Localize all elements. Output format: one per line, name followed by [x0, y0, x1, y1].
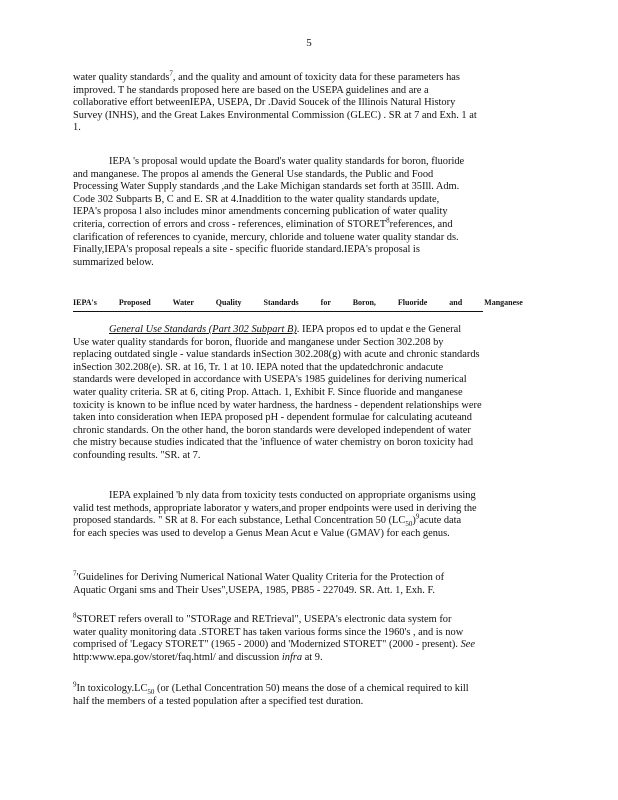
text-line: General Use Standards (Part 302 Subpart B). IEPA propos ed to updat e the General — [109, 324, 462, 335]
footnote-8 — [73, 611, 538, 664]
footnote-ref-7: 7 — [169, 69, 173, 78]
text-line: toxicity is known to be influe nced by water hardness, the hardness - dependent relationships were — [73, 399, 482, 411]
text-line: for each species was used to develop a Genus Mean Acut e Value (GMAV) for each genus. — [73, 527, 450, 539]
text-line: Code 302 Subparts B, C and E. SR at 4.Inaddition to the water quality standards update, — [73, 193, 440, 205]
footnote-ref-8: 8 — [386, 216, 390, 225]
text-line: Finally,IEPA's proposal repeals a site - specific fluoride standard.IEPA's proposal is — [73, 244, 420, 256]
text-line: taken into consideration when IEPA proposed pH - dependent formulae for calculating acuteand — [73, 412, 472, 424]
paragraph-iepa-explained — [73, 490, 538, 540]
text-line: $^7$'Guidelines for Deriving Numerical National Water Quality Criteria for the Protection of — [73, 569, 445, 583]
text-line: $^8$STORET refers overall to "STORage and RETrieval", USEPA's electronic data system for — [73, 611, 452, 625]
text-line: proposed standards. " SR at 8. For each substance, Lethal Concentration 50 $(LC_{50})^9acute$ data — [73, 512, 462, 529]
text-line: IEPA 's proposal would update the Board's water quality standards for boron, fluoride — [109, 156, 465, 167]
text-line: confounding results. "SR. at 7. — [73, 449, 201, 461]
text-line: Use water quality standards for boron, fluoride and manganese under Section 302.208 by — [73, 336, 444, 348]
subsection-heading: General Use Standards (Part 302 Subpart B) — [109, 324, 297, 335]
text-line: valid test methods, appropriate laborator y waters,and proper endpoints were used in deriving the — [73, 502, 477, 514]
text-line: clarification of references to cyanide, mercury, chloride and toluene water quality standar ds. — [73, 231, 459, 243]
infra-word: infra — [281, 651, 303, 663]
text-line: chronic standards. On the other hand, the boron standards were developed independent of water — [73, 424, 471, 436]
text-line: replacing outdated single - value standards inSection 302.208(g) with acute and chronic standards — [73, 349, 480, 361]
text-line: and manganese. The propos al amends the General Use standards, the Public and Food — [73, 168, 434, 180]
text-line: Processing Water Supply standards ,and the Lake Michigan standards set forth at 35Ill. Adm. — [73, 181, 460, 193]
text-line: IEPA explained 'b nly data from toxicity tests conducted on appropriate organisms using — [109, 490, 476, 501]
text-line: http:www.epa.gov/storet/faq.html/ and discussion infra at 9. — [73, 651, 323, 663]
text-line: 1. — [73, 122, 81, 134]
text-line: IEPA's proposa l also includes minor amendments concerning publication of water quality — [73, 206, 448, 218]
text-line: comprised of 'Legacy STORET" (1965 - 2000) and 'Modernized STORET" (2000 - present). See — [73, 639, 475, 651]
text-line: Survey (INHS), and the Great Lakes Environmental Commission (GLEC) . SR at 7 and Exh. 1 at — [73, 109, 477, 121]
text-line: water quality monitoring data .STORET has taken various forms since the 1960's , and is now — [73, 626, 464, 638]
lc50-subscript: 50 — [147, 688, 155, 697]
paragraph-general-use-standards — [73, 324, 538, 463]
see-word: See — [460, 639, 475, 651]
page-number: 5 — [306, 37, 312, 49]
text-line: summarized below. — [73, 256, 154, 268]
lc50-subscript: 50 — [405, 520, 413, 529]
text-line: collaborative effort betweenIEPA, USEPA, Dr .David Soucek of the Illinois Natural History — [73, 97, 456, 109]
text-line: che mistry because studies indicated that the 'influence of water chemistry on boron toxicity had — [73, 437, 474, 449]
section-heading: IEPA's Proposed Water Quality Standards for Boron, Fluoride and Manganese — [73, 297, 483, 312]
text-line: criteria, correction of errors and cross - references, elimination of STORET$^8$references, and — [73, 216, 453, 230]
footnote-9 — [73, 680, 538, 708]
text-line: half the members of a tested population after a specified test duration. — [73, 695, 364, 707]
paragraph-continuation — [73, 69, 538, 135]
paragraph-iepa-proposal — [73, 156, 538, 269]
text-line: water quality criteria. SR at 6, citing Prop. Attach. 1, Exhibit F. Since fluoride and manganese — [73, 386, 463, 398]
footnote-marker: 9 — [73, 680, 77, 689]
text-line: inSection 302.208(e). SR. at 16, Tr. 1 at 10. IEPA noted that the updatedchronic andacute — [73, 361, 444, 373]
text-line: Aquatic Organi sms and Their Uses",USEPA, 1985, PB85 - 227049. SR. Att. 1, Exh. F. — [73, 584, 435, 596]
footnote-ref-9: 9 — [415, 512, 420, 521]
text-line: $^9$In $toxicology.LC_{50}$ (or (Lethal Concentration 50) means the dose of a chemical required to kill — [73, 680, 469, 697]
footnote-marker: 8 — [73, 611, 77, 620]
footnote-7 — [73, 569, 538, 597]
text-line: water quality standards$^7$, and the quality and amount of toxicity data for these parameters has — [73, 69, 460, 83]
footnote-marker: 7 — [73, 569, 77, 578]
text-line: standards were developed in accordance with USEPA's 1985 guidelines for deriving numerical — [73, 374, 467, 386]
text-line: improved. T he standards proposed here are based on the USEPA guidelines and are a — [73, 84, 429, 96]
